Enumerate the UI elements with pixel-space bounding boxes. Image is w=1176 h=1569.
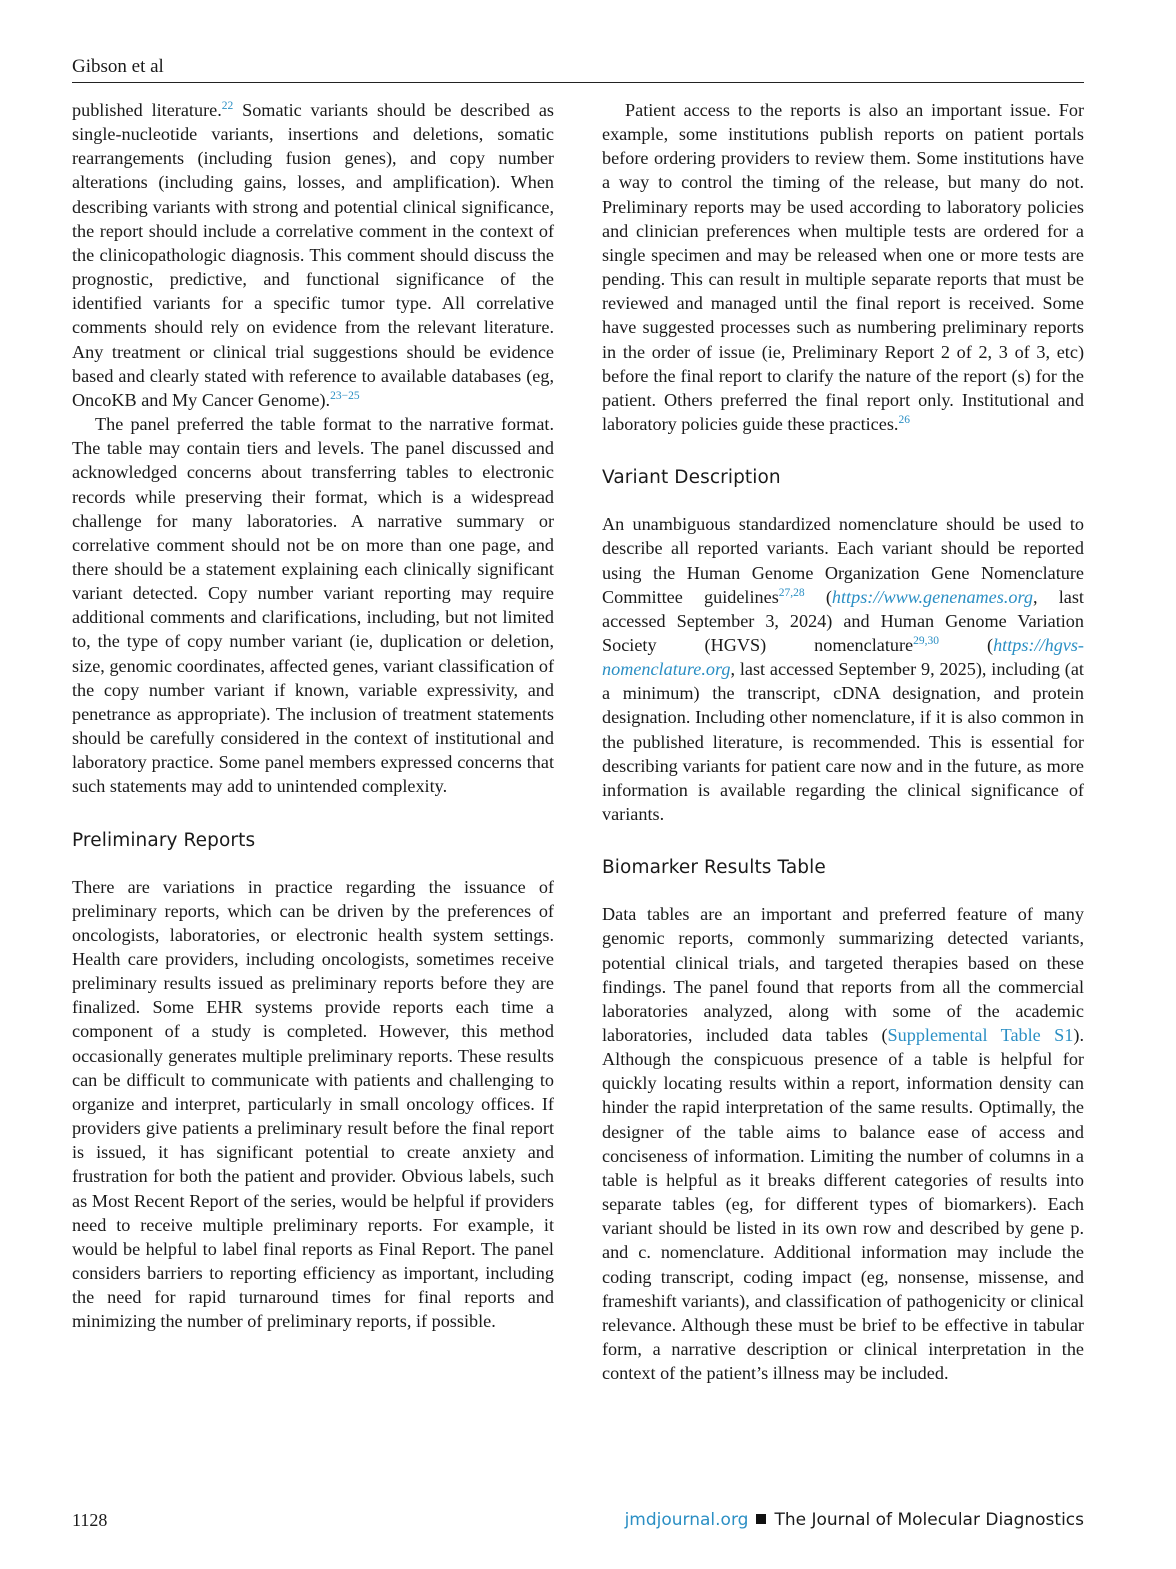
text: Somatic variants should be described as single-nucleotide variants, insertions and deletions, somatic rearrangements (including fusion genes), and copy number alterations (including gains, losses, and amplification). When describing variants with strong and potential clinical significance, the report should include a correlative comment in the context of the clinicopathologic diagnosis. This comment should discuss the prognostic, predictive, and functional significance of the identified variants for a specific tumor type. All correlative comments should rely on evidence from the relevant literature. Any treatment or clinical trial suggestions should be evidence based and clearly stated with reference to available databases (eg, OncoKB and My Cancer Genome). [72, 100, 554, 410]
section-heading-biomarker-results-table: Biomarker Results Table [602, 857, 826, 879]
paragraph: The panel preferred the table format to the narrative format. The table may contain tiers and levels. The panel discussed and acknowledged concerns about transferring tables to electronic records while preserving their format, which is a widespread challenge for many laboratories. A narrative summary or correlative comment should not be on more than one page, and there should be a statement explaining each clinically significant variant detected. Copy number variant reporting may require additional comments and clarifications, including, but not limited to, the type of copy number variant (ie, duplication or deletion, size, genomic coordinates, affected genes, variant classification of the copy number variant if known, variable expressivity, and penetrance as appropriate). The inclusion of treatment statements should be carefully considered in the context of institutional and laboratory practice. Some panel members expressed concerns that such statements may add to unintended complexity. [72, 414, 554, 797]
section-heading-variant-description: Variant Description [602, 467, 781, 489]
text: published literature. [72, 100, 222, 120]
page-number: 1128 [72, 1510, 108, 1530]
text: , last accessed September 3, 2024) and Human Genome Variation Society (HGVS) nomenclature [602, 586, 1084, 655]
text: ). Although the conspicuous presence of a table is helpful for quickly locating results within a report, information density can hinder the rapid interpretation of the same results. Optimally, the designer of the table aims to balance ease of access and conciseness of information. Limiting the number of columns in a table is helpful as it breaks different categories of results into separate tables (eg, for different types of biomarkers). Each variant should be listed in its own row and described by gene p. and c. nomenclature. Additional information may include the coding transcript, coding impact (eg, nonsense, missense, and frameshift variants), and classification of pathogenicity or clinical relevance. Although these must be brief to be effective in tabular form, a narrative description or clinical interpretation in the context of the patient’s illness may be included. [602, 1025, 1085, 1384]
left-column [72, 98, 554, 1334]
citation-link[interactable]: 23−25 [330, 389, 360, 402]
text: ( [804, 586, 832, 607]
text: Data tables are an important and preferred feature of many genomic reports, commonly summarizing detected variants, potential clinical trials, and targeted therapies based on these findings. The panel found that reports from all the commercial laboratories analyzed, along with some of the academic laboratories, included data tables ( [602, 904, 1084, 1045]
square-separator-icon [756, 1514, 766, 1524]
text: ( [939, 634, 994, 655]
paragraph [602, 512, 1084, 826]
text: An unambiguous standardized nomenclature should be used to describe all reported variants. Each variant should be reported using the Human Genome Organization Gene Nomenclature Committee guidelines [602, 514, 1084, 607]
hgvs-link[interactable]: https://hgvs-nomenclature.org [602, 634, 1084, 680]
paragraph: There are variations in practice regarding the issuance of preliminary reports, which can be driven by the preferences of oncologists, laboratories, or electronic health system settings. Health care providers, including oncologists, sometimes receive preliminary results issued as preliminary reports before they are finalized. Some EHR systems provide reports each time a component of a study is completed. However, this method occasionally generates multiple preliminary reports. These results can be difficult to communicate with patients and challenging to organize and interpret, particularly in small oncology offices. If providers give patients a preliminary result before the final report is issued, it has significant potential to create anxiety and frustration for both the patient and provider. Obvious labels, such as Most Recent Report of the series, would be helpful if providers need to receive multiple preliminary reports. For example, it would be helpful to label final reports as Final Report. The panel considers barriers to reporting efficiency as important, including the need for rapid turnaround times for final reports and minimizing the number of preliminary reports, if possible. [72, 876, 554, 1332]
journal-info [625, 1508, 1084, 1532]
section-heading-preliminary-reports: Preliminary Reports [72, 829, 256, 851]
paragraph [602, 902, 1084, 1385]
paragraph [72, 98, 554, 412]
running-title: Gibson et al [72, 56, 164, 77]
citation-link[interactable]: 22 [221, 100, 234, 112]
supplemental-table-link[interactable]: Supplemental Table S1 [887, 1025, 1074, 1045]
citation-link[interactable]: 26 [898, 414, 910, 427]
paragraph [602, 98, 1084, 436]
running-head [72, 54, 1084, 83]
citation-link[interactable]: 29,30 [913, 634, 940, 647]
citation-link[interactable]: 27,28 [778, 586, 805, 599]
genenames-link[interactable]: https://www.genenames.org [831, 586, 1033, 607]
text: , last accessed September 9, 2025), including (at a minimum) the transcript, cDNA designation, and protein designation. Including other nomenclature, if it is also common in the published literature, is recommended. This is essential for describing variants for patient care now and in the future, as more information is available regarding the clinical significance of variants. [602, 659, 1084, 825]
right-column [602, 98, 1084, 1385]
text: Patient access to the reports is also an important issue. For example, some institutions publish reports on patient portals before ordering providers to review them. Some institutions have a way to control the timing of the release, but many do not. Preliminary reports may be used according to laboratory policies and clinician preferences when multiple tests are ordered for a single specimen and may be released when one or more tests are pending. This can result in multiple separate reports that must be reviewed and managed until the final report is received. Some have suggested processes such as numbering preliminary reports in the order of issue (ie, Preliminary Report 2 of 2, 3 of 3, etc) before the final report to clarify the nature of the report (s) for the patient. Others preferred the final report only. Institutional and laboratory policies guide these practices. [602, 100, 1084, 435]
journal-url-link[interactable]: jmdjournal.org [624, 1510, 749, 1530]
journal-name: The Journal of Molecular Diagnostics [774, 1510, 1084, 1530]
